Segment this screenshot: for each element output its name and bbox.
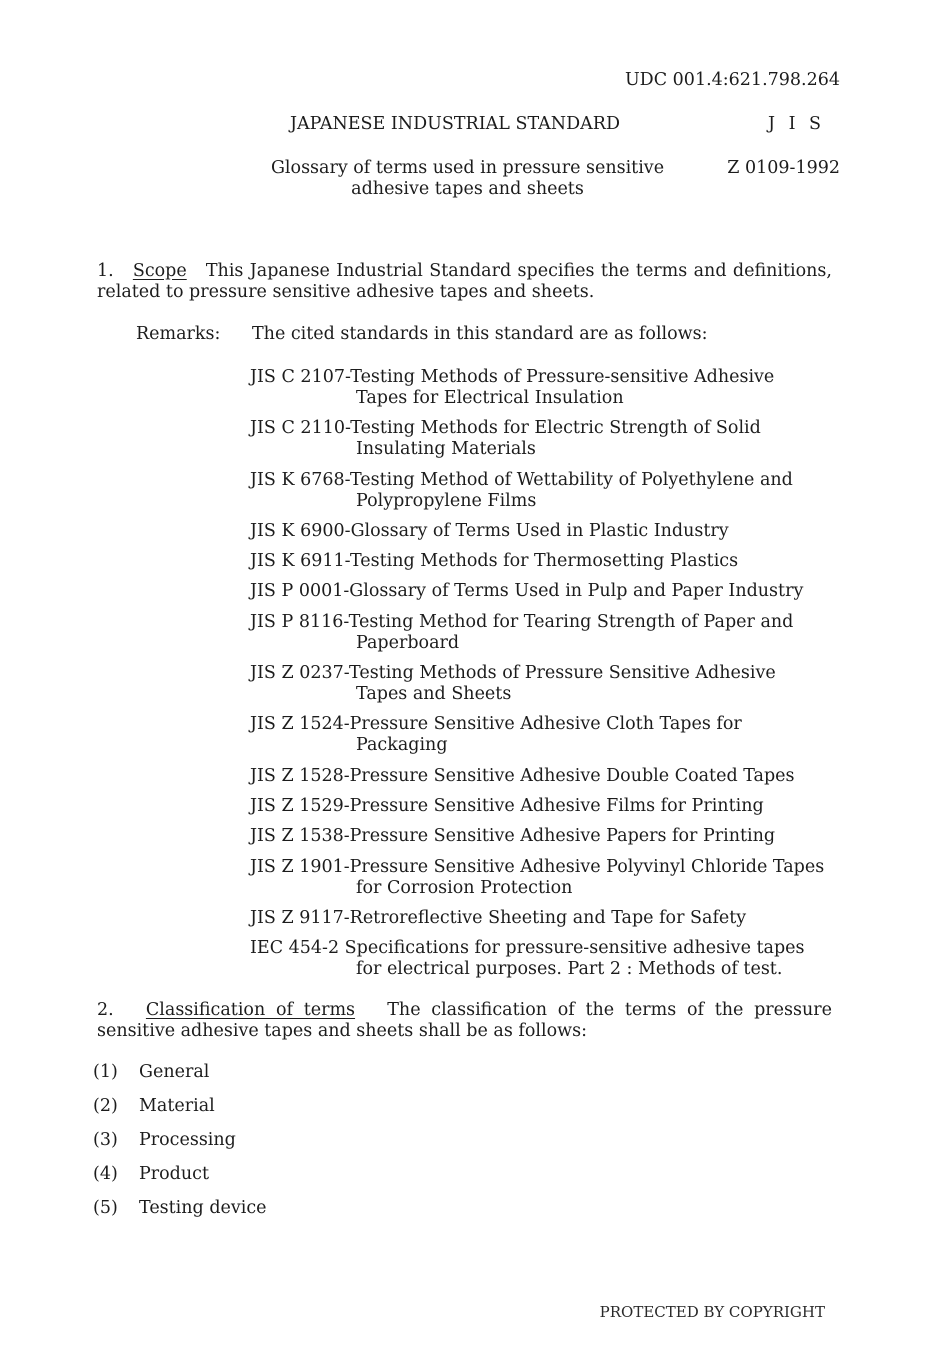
cited-standard-line1: JIS P 0001-Glossary of Terms Used in Pulp and Paper Industry	[250, 581, 804, 602]
cited-standard-line1: IEC 454-2 Specifications for pressure-sensitive adhesive tapes	[250, 938, 805, 959]
classification-heading: Classification of terms	[145, 1000, 356, 1020]
cited-standard-line1: JIS C 2110-Testing Methods for Electric Strength of Solid	[250, 418, 761, 439]
cited-standard-line1: JIS Z 0237-Testing Methods of Pressure Sensitive Adhesive	[250, 663, 776, 684]
cited-standard-line1: JIS Z 1901-Pressure Sensitive Adhesive Polyvinyl Chloride Tapes	[250, 856, 825, 877]
cited-standard-line1: JIS K 6911-Testing Methods for Thermosetting Plastics	[250, 551, 739, 572]
cited-standard-line2: Tapes and Sheets	[356, 684, 512, 705]
cited-standard-line2: for Corrosion Protection	[356, 877, 573, 898]
cited-standard-item	[250, 766, 850, 787]
classification-item	[93, 1164, 267, 1198]
classification-item-number: (2)	[93, 1096, 118, 1116]
udc-code: UDC 001.4:621.798.264	[624, 70, 840, 90]
classification-item-label: General	[139, 1062, 210, 1082]
jis-mark: J I S	[768, 114, 826, 134]
classification-item-number: (1)	[93, 1062, 118, 1082]
cited-standard-line2: Tapes for Electrical Insulation	[356, 388, 624, 408]
classification-item	[93, 1096, 267, 1130]
cited-standard-line1: JIS Z 1524-Pressure Sensitive Adhesive Cloth Tapes for	[250, 714, 742, 735]
scope-number: 1.	[97, 261, 114, 281]
cited-standard-item	[250, 908, 850, 929]
cited-standard-line2: Insulating Materials	[356, 439, 536, 460]
cited-standard-line1: JIS P 8116-Testing Method for Tearing Strength of Paper and	[250, 611, 794, 632]
classification-item-label: Product	[139, 1164, 209, 1184]
classification-item-label: Material	[139, 1096, 215, 1116]
classification-paragraph	[97, 1000, 832, 1042]
remarks-label: Remarks:	[136, 324, 221, 344]
cited-standard-line2: Paperboard	[356, 632, 460, 653]
classification-item	[93, 1198, 267, 1232]
scope-text: This Japanese Industrial Standard specifies the terms and definitions, related to pressure sensitive adhesive tapes and sheets.	[97, 261, 832, 302]
cited-standard-item	[250, 714, 850, 756]
cited-standard-item	[250, 470, 850, 512]
classification-item-number: (4)	[93, 1164, 118, 1184]
cited-standard-item	[250, 612, 850, 654]
cited-standard-line1: JIS Z 9117-Retroreflective Sheeting and Tape for Safety	[250, 907, 747, 928]
cited-standard-line1: JIS Z 1529-Pressure Sensitive Adhesive Films for Printing	[250, 795, 764, 816]
standard-title: JAPANESE INDUSTRIAL STANDARD	[290, 114, 620, 134]
cited-standard-item	[250, 551, 850, 572]
classification-item-number: (3)	[93, 1130, 118, 1150]
scope-heading: Scope	[132, 261, 187, 281]
classification-item	[93, 1130, 267, 1164]
cited-standard-item	[250, 418, 850, 460]
cited-standard-item	[250, 826, 850, 847]
classification-number: 2.	[97, 1000, 114, 1020]
cited-standard-line2: Packaging	[356, 735, 448, 756]
cited-standard-line2: for electrical purposes. Part 2 : Methods of test.	[356, 959, 783, 980]
cited-standard-item	[250, 581, 850, 602]
scope-paragraph	[97, 261, 832, 303]
cited-standard-item	[250, 796, 850, 817]
classification-item-label: Testing device	[139, 1198, 267, 1218]
classification-item-label: Processing	[139, 1130, 236, 1150]
cited-standard-line2: Polypropylene Films	[356, 490, 537, 511]
cited-standard-line1: JIS Z 1538-Pressure Sensitive Adhesive Papers for Printing	[250, 826, 776, 847]
cited-standard-line1: JIS K 6768-Testing Method of Wettability of Polyethylene and	[250, 469, 793, 490]
cited-standard-item	[250, 663, 850, 705]
cited-standard-item	[250, 367, 850, 409]
cited-standard-line1: JIS K 6900-Glossary of Terms Used in Plastic Industry	[250, 520, 729, 541]
remarks-text: The cited standards in this standard are as follows:	[252, 324, 708, 344]
cited-standards-list	[250, 367, 850, 989]
document-title-line2: adhesive tapes and sheets	[351, 179, 584, 199]
cited-standard-item	[250, 857, 850, 899]
cited-standard-item	[250, 938, 850, 980]
document-title-line1: Glossary of terms used in pressure sensitive	[270, 158, 665, 178]
document-title	[230, 158, 705, 200]
document-number: Z 0109-1992	[727, 158, 840, 178]
classification-text: The classification of the terms of the pressure sensitive adhesive tapes and sheets shall be as follows:	[97, 1000, 832, 1041]
cited-standard-line1: JIS C 2107-Testing Methods of Pressure-sensitive Adhesive	[250, 367, 775, 387]
classification-item	[93, 1062, 267, 1096]
classification-item-number: (5)	[93, 1198, 118, 1218]
copyright-notice: PROTECTED BY COPYRIGHT	[599, 1303, 825, 1321]
classification-list	[93, 1062, 267, 1232]
cited-standard-line1: JIS Z 1528-Pressure Sensitive Adhesive Double Coated Tapes	[250, 765, 795, 786]
cited-standard-item	[250, 521, 850, 542]
